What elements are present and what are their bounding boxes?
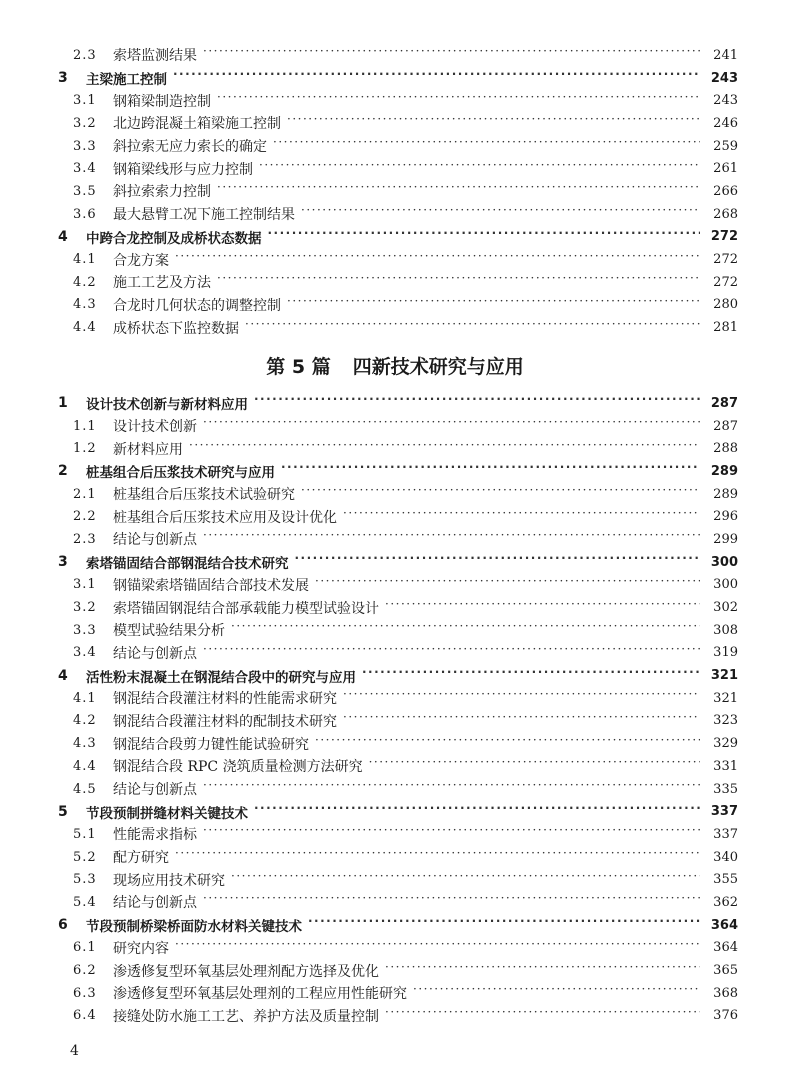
toc-entry-number: 4.1 [73,690,97,706]
toc-entry-title: 结论与创新点 [113,645,197,662]
toc-entry-page: 296 [713,509,738,525]
toc-entry-page: 241 [713,47,738,63]
toc-entry-page: 308 [713,622,738,638]
toc-entry-title: 渗透修复型环氧基层处理剂配方选择及优化 [113,963,379,980]
toc-entry-number: 2.3 [73,47,97,63]
toc-entry-number: 5.1 [73,826,97,842]
toc-entry-number: 3 [58,70,68,87]
toc-leader-dots [173,71,700,85]
toc-chapter-row [0,914,790,937]
toc-leader-dots [268,230,701,244]
toc-leader-dots [175,850,700,864]
toc-entry-page: 364 [710,917,738,933]
toc-entry-page: 259 [713,138,738,154]
toc-section-row [0,823,790,846]
toc-leader-dots [203,782,700,796]
toc-leader-dots [175,253,700,267]
toc-leader-dots [217,94,700,108]
toc-entry-title: 北边跨混凝土箱梁施工控制 [113,116,281,133]
toc-section-row [0,868,790,891]
toc-entry-page: 272 [713,274,738,290]
toc-entry-page: 281 [713,320,738,336]
toc-leader-dots [254,396,700,410]
toc-entry-page: 288 [713,441,738,457]
toc-section-row [0,528,790,551]
toc-leader-dots [315,578,700,592]
toc-section-row [0,642,790,665]
toc-entry-number: 3.6 [73,206,97,222]
toc-entry-number: 4.4 [73,758,97,774]
toc-leader-dots [217,184,700,198]
toc-leader-dots [203,419,700,433]
toc-leader-dots [217,275,700,289]
toc-entry-number: 6.1 [73,940,97,956]
toc-entry-title: 钢锚梁索塔锚固结合部技术发展 [113,577,309,594]
toc-section-row [0,44,790,67]
toc-entry-page: 302 [713,600,738,616]
toc-entry-page: 335 [713,781,738,797]
toc-entry-title: 斜拉索无应力索长的确定 [113,139,267,156]
toc-entry-page: 299 [713,531,738,547]
toc-section-row [0,415,790,438]
toc-section-row [0,846,790,869]
toc-entry-number: 3.1 [73,93,97,109]
toc-entry-number: 5.4 [73,894,97,910]
toc-entry-title: 桩基组合后压浆技术研究与应用 [86,465,275,482]
toc-entry-page: 287 [713,418,738,434]
toc-section-row [0,203,790,226]
toc-leader-dots [385,964,700,978]
toc-leader-dots [203,532,700,546]
toc-entry-page: 362 [713,894,738,910]
toc-entry-number: 1.2 [73,441,97,457]
toc-leader-dots [287,116,700,130]
toc-entry-page: 289 [713,486,738,502]
toc-list-bottom [0,392,790,1027]
toc-section-row [0,157,790,180]
toc-section-row [0,732,790,755]
toc-leader-dots [189,442,700,456]
toc-entry-page: 268 [713,206,738,222]
toc-entry-page: 319 [713,645,738,661]
toc-section-row [0,483,790,506]
toc-entry-number: 2.1 [73,486,97,502]
toc-leader-dots [362,669,700,683]
toc-section-row [0,710,790,733]
toc-entry-title: 钢混结合段灌注材料的性能需求研究 [113,691,337,708]
toc-entry-title: 索塔监测结果 [113,48,197,65]
toc-entry-title: 渗透修复型环氧基层处理剂的工程应用性能研究 [113,986,407,1003]
toc-entry-number: 2 [58,463,68,480]
toc-entry-number: 4.2 [73,713,97,729]
toc-section-row [0,135,790,158]
toc-entry-number: 5.2 [73,849,97,865]
toc-entry-page: 365 [713,963,738,979]
toc-entry-number: 3.4 [73,645,97,661]
toc-entry-title: 桩基组合后压浆技术应用及设计优化 [113,509,337,526]
toc-section-row [0,294,790,317]
toc-entry-title: 设计技术创新与新材料应用 [86,397,248,414]
toc-leader-dots [315,737,700,751]
toc-entry-title: 新材料应用 [113,441,183,458]
toc-entry-title: 成桥状态下监控数据 [113,320,239,337]
toc-entry-title: 结论与创新点 [113,895,197,912]
toc-entry-page: 329 [713,736,738,752]
toc-section-row [0,437,790,460]
toc-entry-title: 钢混结合段 RPC 浇筑质量检测方法研究 [113,759,363,776]
toc-entry-title: 最大悬臂工况下施工控制结果 [113,207,295,224]
toc-entry-title: 钢混结合段灌注材料的配制技术研究 [113,713,337,730]
toc-leader-dots [231,873,700,887]
toc-entry-number: 4 [58,228,68,245]
toc-entry-number: 6 [58,917,68,934]
page-number: 4 [70,1043,79,1059]
toc-leader-dots [343,691,700,705]
toc-entry-number: 4.3 [73,297,97,313]
toc-entry-page: 321 [713,690,738,706]
toc-leader-dots [231,623,700,637]
toc-entry-number: 5.3 [73,872,97,888]
toc-section-row [0,89,790,112]
toc-leader-dots [175,941,700,955]
toc-section-row [0,778,790,801]
toc-entry-number: 3.2 [73,600,97,616]
toc-entry-title: 性能需求指标 [113,827,197,844]
toc-entry-page: 337 [713,826,738,842]
toc-leader-dots [308,918,700,932]
toc-entry-title: 研究内容 [113,940,169,957]
toc-leader-dots [273,139,700,153]
toc-leader-dots [301,487,700,501]
toc-leader-dots [203,895,700,909]
toc-entry-number: 4.1 [73,252,97,268]
toc-leader-dots [369,759,700,773]
toc-chapter-row [0,664,790,687]
toc-leader-dots [254,805,700,819]
toc-section-row [0,596,790,619]
toc-entry-title: 索塔锚固钢混结合部承载能力模型试验设计 [113,600,379,617]
toc-section-row [0,248,790,271]
toc-chapter-row [0,460,790,483]
toc-entry-number: 4.2 [73,274,97,290]
toc-section-row [0,982,790,1005]
toc-section-row [0,112,790,135]
toc-section-row [0,937,790,960]
toc-entry-number: 3.5 [73,183,97,199]
toc-leader-dots [385,601,700,615]
toc-section-row [0,1005,790,1028]
toc-leader-dots [295,555,701,569]
toc-entry-number: 5 [58,803,68,820]
toc-entry-title: 斜拉索索力控制 [113,184,211,201]
part-title: 四新技术研究与应用 [352,356,524,378]
toc-entry-title: 索塔锚固结合部钢混结合技术研究 [86,556,289,573]
toc-entry-page: 272 [713,252,738,268]
toc-entry-title: 钢箱梁线形与应力控制 [113,161,253,178]
toc-entry-number: 3 [58,554,68,571]
toc-section-row [0,505,790,528]
toc-entry-page: 246 [713,115,738,131]
toc-entry-page: 337 [710,804,738,820]
toc-entry-page: 289 [710,463,738,479]
toc-chapter-row [0,800,790,823]
toc-entry-title: 结论与创新点 [113,782,197,799]
toc-entry-number: 4.4 [73,320,97,336]
toc-entry-page: 331 [713,758,738,774]
toc-entry-page: 300 [710,554,738,570]
toc-section-row [0,687,790,710]
toc-entry-number: 3.3 [73,622,97,638]
toc-chapter-row [0,226,790,249]
toc-entry-number: 3.2 [73,115,97,131]
toc-entry-page: 243 [713,93,738,109]
toc-leader-dots [203,646,700,660]
toc-entry-page: 321 [710,668,738,684]
toc-leader-dots [343,510,700,524]
toc-leader-dots [203,48,700,62]
toc-leader-dots [301,207,700,221]
part-label: 第 5 篇 [266,356,331,378]
toc-entry-title: 钢箱梁制造控制 [113,93,211,110]
toc-chapter-row [0,392,790,415]
toc-entry-title: 活性粉末混凝土在钢混结合段中的研究与应用 [86,669,356,686]
part-heading [0,352,790,379]
toc-entry-page: 355 [713,872,738,888]
toc-entry-number: 4.3 [73,736,97,752]
toc-entry-title: 接缝处防水施工工艺、养护方法及质量控制 [113,1008,379,1025]
toc-leader-dots [259,162,700,176]
toc-section-row [0,619,790,642]
toc-entry-title: 合龙时几何状态的调整控制 [113,297,281,314]
toc-entry-page: 261 [713,161,738,177]
toc-leader-dots [203,827,700,841]
toc-entry-title: 节段预制桥梁桥面防水材料关键技术 [86,919,302,936]
toc-entry-page: 323 [713,713,738,729]
toc-entry-number: 3.4 [73,161,97,177]
toc-entry-title: 配方研究 [113,850,169,867]
toc-entry-number: 6.4 [73,1008,97,1024]
toc-entry-page: 243 [710,70,738,86]
toc-entry-title: 主梁施工控制 [86,72,167,89]
toc-leader-dots [245,321,700,335]
toc-entry-title: 节段预制拼缝材料关键技术 [86,805,248,822]
toc-leader-dots [343,714,700,728]
toc-entry-page: 376 [713,1008,738,1024]
toc-chapter-row [0,67,790,90]
toc-entry-title: 施工工艺及方法 [113,275,211,292]
toc-entry-title: 设计技术创新 [113,419,197,436]
toc-leader-dots [385,1009,700,1023]
toc-section-row [0,891,790,914]
toc-leader-dots [413,986,700,1000]
toc-entry-page: 287 [710,395,738,411]
toc-entry-title: 现场应用技术研究 [113,872,225,889]
toc-entry-page: 266 [713,183,738,199]
toc-entry-title: 中跨合龙控制及成桥状态数据 [86,230,262,247]
toc-entry-page: 300 [713,577,738,593]
toc-entry-page: 272 [710,229,738,245]
toc-section-row [0,180,790,203]
toc-entry-number: 6.3 [73,985,97,1001]
toc-section-row [0,574,790,597]
toc-section-row [0,959,790,982]
toc-entry-page: 280 [713,297,738,313]
toc-entry-title: 桩基组合后压浆技术试验研究 [113,487,295,504]
toc-leader-dots [281,464,700,478]
toc-entry-number: 4.5 [73,781,97,797]
toc-entry-number: 4 [58,667,68,684]
toc-entry-number: 3.3 [73,138,97,154]
toc-entry-title: 钢混结合段剪力键性能试验研究 [113,736,309,753]
toc-chapter-row [0,551,790,574]
toc-entry-page: 364 [713,940,738,956]
toc-entry-page: 340 [713,849,738,865]
toc-entry-title: 合龙方案 [113,252,169,269]
toc-entry-number: 1 [58,395,68,412]
toc-section-row [0,755,790,778]
toc-section-row [0,271,790,294]
toc-entry-number: 1.1 [73,418,97,434]
toc-entry-title: 结论与创新点 [113,532,197,549]
toc-entry-page: 368 [713,985,738,1001]
toc-entry-number: 2.3 [73,531,97,547]
toc-entry-title: 模型试验结果分析 [113,623,225,640]
toc-section-row [0,316,790,339]
toc-leader-dots [287,298,700,312]
toc-entry-number: 6.2 [73,963,97,979]
toc-entry-number: 2.2 [73,509,97,525]
toc-list-top [0,44,790,339]
toc-entry-number: 3.1 [73,577,97,593]
